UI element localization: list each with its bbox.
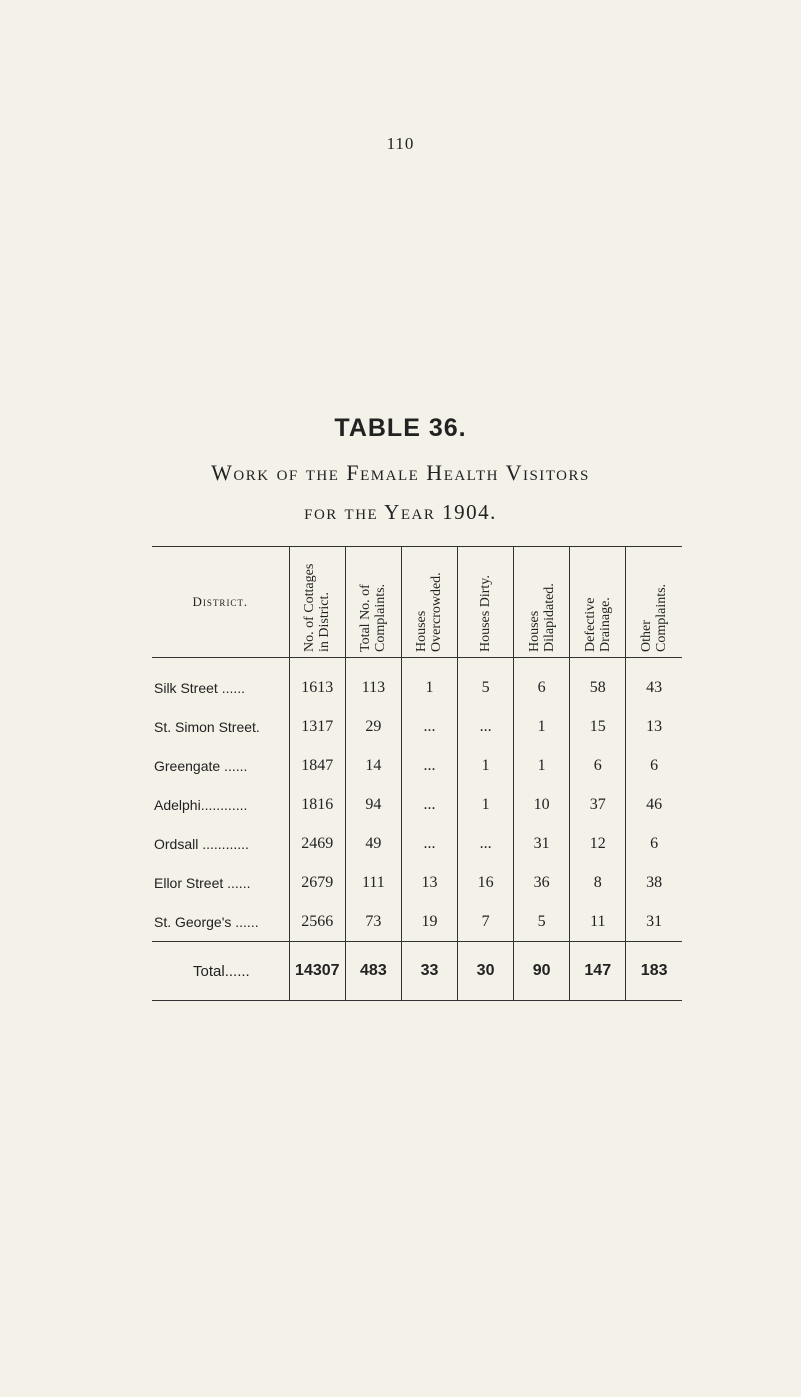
table-cell: 6 (626, 746, 682, 785)
table-cell: 14 (345, 746, 401, 785)
header-total-complaints: Total No. of Complaints. (345, 547, 401, 658)
total-label: Total...... (152, 942, 289, 1001)
table-cell: 73 (345, 902, 401, 942)
table-cell: 37 (570, 785, 626, 824)
header-houses-overcrowded: Houses Overcrowded. (401, 547, 457, 658)
table-cell: 94 (345, 785, 401, 824)
district-name: St. George's ...... (154, 913, 259, 930)
table-cell: ... (401, 785, 457, 824)
table-row (152, 707, 682, 746)
table-cell: 1317 (289, 707, 345, 746)
table-cell: 8 (570, 863, 626, 902)
table-cell: 1816 (289, 785, 345, 824)
total-cell: 14307 (289, 942, 345, 1001)
table-cell: 49 (345, 824, 401, 863)
table-cell: 19 (401, 902, 457, 942)
table-cell: ... (401, 746, 457, 785)
table-cell: 13 (626, 707, 682, 746)
header-row (152, 547, 682, 658)
table-cell: 6 (626, 824, 682, 863)
table-cell: 16 (458, 863, 514, 902)
table-cell: 46 (626, 785, 682, 824)
table-cell: 31 (514, 824, 570, 863)
district-name: St. Simon Street. (154, 718, 260, 735)
table-row (152, 746, 682, 785)
total-cell: 90 (514, 942, 570, 1001)
district-name: Ellor Street ...... (154, 874, 251, 891)
total-cell: 30 (458, 942, 514, 1001)
table-row (152, 863, 682, 902)
header-defective-drainage: Defective Drainage. (570, 547, 626, 658)
table-cell: ... (401, 707, 457, 746)
table-row (152, 824, 682, 863)
header-other-complaints: Other Complaints. (626, 547, 682, 658)
district-name: Ordsall ............ (154, 835, 249, 852)
table-cell: ... (458, 707, 514, 746)
total-cell: 147 (570, 942, 626, 1001)
table-cell: 113 (345, 658, 401, 708)
district-name: Silk Street ...... (154, 679, 246, 696)
table-cell: 5 (514, 902, 570, 942)
table-row (152, 785, 682, 824)
header-cottages: No. of Cottages in District. (289, 547, 345, 658)
table-cell: 29 (345, 707, 401, 746)
table-cell: 11 (570, 902, 626, 942)
table-cell: 1847 (289, 746, 345, 785)
table-cell: 36 (514, 863, 570, 902)
table-cell: 2679 (289, 863, 345, 902)
table-cell: 1 (514, 746, 570, 785)
district-name: Adelphi............ (154, 796, 248, 813)
table-cell: 1 (514, 707, 570, 746)
table-cell: 43 (626, 658, 682, 708)
table-cell: 5 (458, 658, 514, 708)
table-cell: ... (401, 824, 457, 863)
table-row (152, 658, 682, 708)
header-district: District. (152, 547, 289, 658)
table-cell: 6 (514, 658, 570, 708)
table-cell: ... (458, 824, 514, 863)
table-cell: 1 (458, 746, 514, 785)
table-title: TABLE 36. (334, 414, 467, 442)
table-cell: 1613 (289, 658, 345, 708)
table-cell: 111 (345, 863, 401, 902)
table-cell: 10 (514, 785, 570, 824)
total-row (152, 942, 682, 1001)
total-cell: 183 (626, 942, 682, 1001)
table-subtitle-line1: Work of the Female Health Visitors (211, 460, 590, 485)
table-cell: 12 (570, 824, 626, 863)
table-cell: 31 (626, 902, 682, 942)
header-houses-dirty: Houses Dirty. (458, 547, 514, 658)
table-cell: 38 (626, 863, 682, 902)
total-cell: 33 (401, 942, 457, 1001)
health-visitors-table (152, 546, 682, 1001)
header-houses-dilapidated: Houses Dilapidated. (514, 547, 570, 658)
table-subtitle-line2: for the Year 1904. (304, 500, 497, 524)
table-row (152, 902, 682, 942)
page-number: 110 (386, 134, 415, 153)
table-cell: 1 (458, 785, 514, 824)
district-name: Greengate ...... (154, 757, 248, 774)
table-cell: 15 (570, 707, 626, 746)
table-cell: 2566 (289, 902, 345, 942)
table-cell: 13 (401, 863, 457, 902)
table-cell: 6 (570, 746, 626, 785)
table-cell: 2469 (289, 824, 345, 863)
table-cell: 58 (570, 658, 626, 708)
total-cell: 483 (345, 942, 401, 1001)
table-cell: 7 (458, 902, 514, 942)
table-cell: 1 (401, 658, 457, 708)
